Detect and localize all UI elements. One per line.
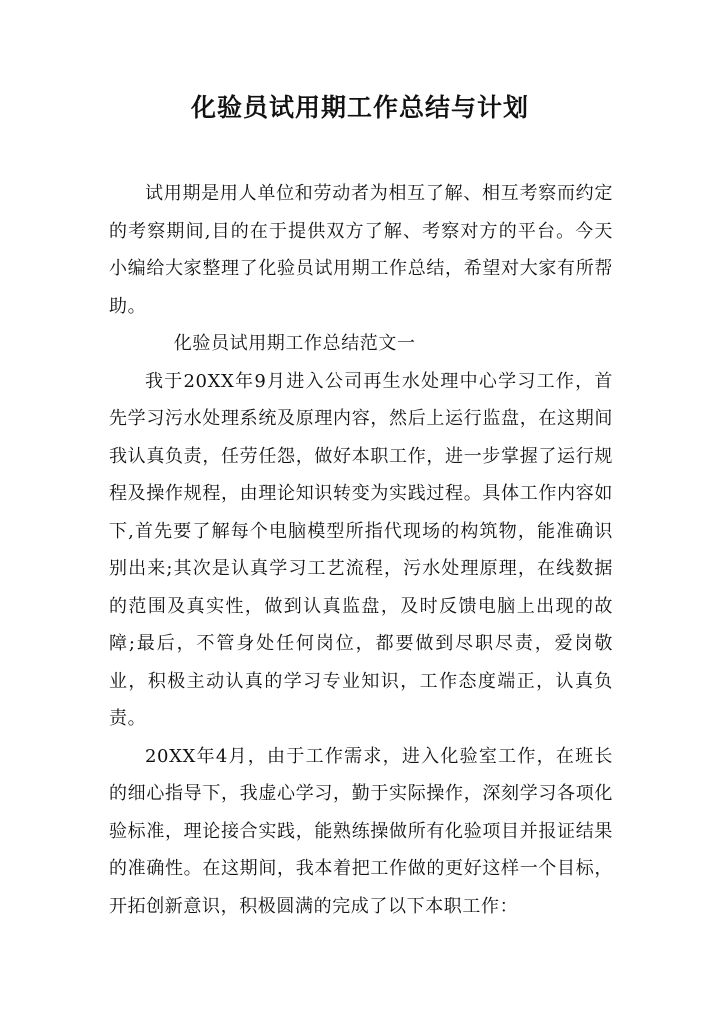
document-body <box>109 175 613 925</box>
section-heading: 化验员试用期工作总结范文一 <box>173 333 416 354</box>
body-paragraph: 我于20XX年9月进入公司再生水处理中心学习工作，首先学习污水处理系统及原理内容，然后上运行监盘，在这期间我认真负责，任劳任怨，做好本职工作，进一步掌握了运行规程及操作规程，由理论知识转变为实践过程。具体工作内容如下,首先要了解每个电脑模型所指代现场的构筑物，能准确识别出来;其次是认真学习工艺流程，污水处理原理，在线数据的范围及真实性，做到认真监盘，及时反馈电脑上出现的故障;最后，不管身处任何岗位，都要做到尽职尽责，爱岗敬业，积极主动认真的学习专业知识，工作态度端正，认真负责。 <box>109 370 613 729</box>
body-paragraph: 20XX年4月，由于工作需求，进入化验室工作，在班长的细心指导下，我虚心学习，勤于实际操作，深刻学习各项化验标准，理论接合实践，能熟练操做所有化验项目并报证结果的准确性。在这期间，我本着把工作做的更好这样一个目标，开拓创新意识，积极圆满的完成了以下本职工作： <box>109 745 613 917</box>
intro-paragraph: 试用期是用人单位和劳动者为相互了解、相互考察而约定的考察期间,目的在于提供双方了解、考察对方的平台。今天小编给大家整理了化验员试用期工作总结，希望对大家有所帮助。 <box>109 183 613 317</box>
document-title: 化验员试用期工作总结与计划 <box>190 93 529 122</box>
